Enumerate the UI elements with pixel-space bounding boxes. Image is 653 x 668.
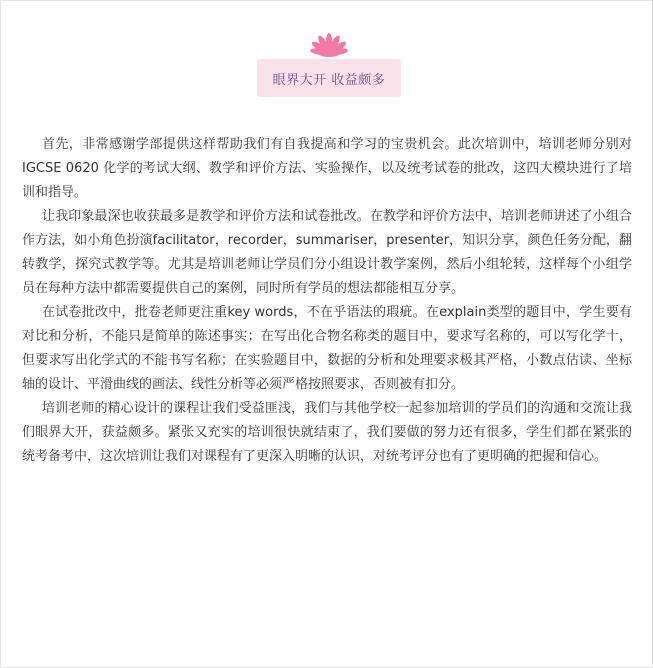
title-box (257, 59, 401, 97)
paragraph-2: 让我印象最深也收获最多是教学和评价方法和试卷批改。在教学和评价方法中，培训老师讲述了小组合作方法，如小角色扮演facilitator，recorder，summariser，presenter，知识分享，颜色任务分配，翻转教学，探究式教学等。尤其是培训老师让学员们分小组设计教学案例，然后小组轮转，这样每个小组学员在每种方法中都需要提供自己的案例，同时所有学员的想法都能相互分享。 (22, 209, 632, 296)
lotus-flower-icon (299, 31, 359, 57)
page-title: 眼界大开 收益颇多 (272, 72, 386, 88)
paragraph-4: 培训老师的精心设计的课程让我们受益匪浅，我们与其他学校一起参加培训的学员们的沟通和交流让我们眼界大开，获益颇多。紧张又充实的培训很快就结束了，我们要做的努力还有很多，学生们都在紧张的统考备考中，这次培训让我们对课程有了更深入明晰的认识，对统考评分也有了更明确的把握和信心。 (22, 401, 632, 464)
title-block (257, 31, 401, 97)
article-body (22, 133, 632, 469)
paragraph-3: 在试卷批改中，批卷老师更注重key words，不在乎语法的瑕疵。在explain类型的题目中，学生要有对比和分析，不能只是简单的陈述事实；在写出化合物名称类的题目中，要求写名称的，可以写化学十，但要求写出化学式的不能书写名称；在实验题目中，数据的分析和处理要求极其严格，小数点估读、坐标轴的设计、平滑曲线的画法、线性分析等必须严格按照要求，否则被有扣分。 (22, 305, 632, 392)
paragraph-1: 首先，非常感谢学部提供这样帮助我们有自我提高和学习的宝贵机会。此次培训中，培训老师分别对IGCSE 0620 化学的考试大纲、教学和评价方法、实验操作，以及统考试卷的批改，这四大模块进行了培训和指导。 (22, 137, 632, 200)
